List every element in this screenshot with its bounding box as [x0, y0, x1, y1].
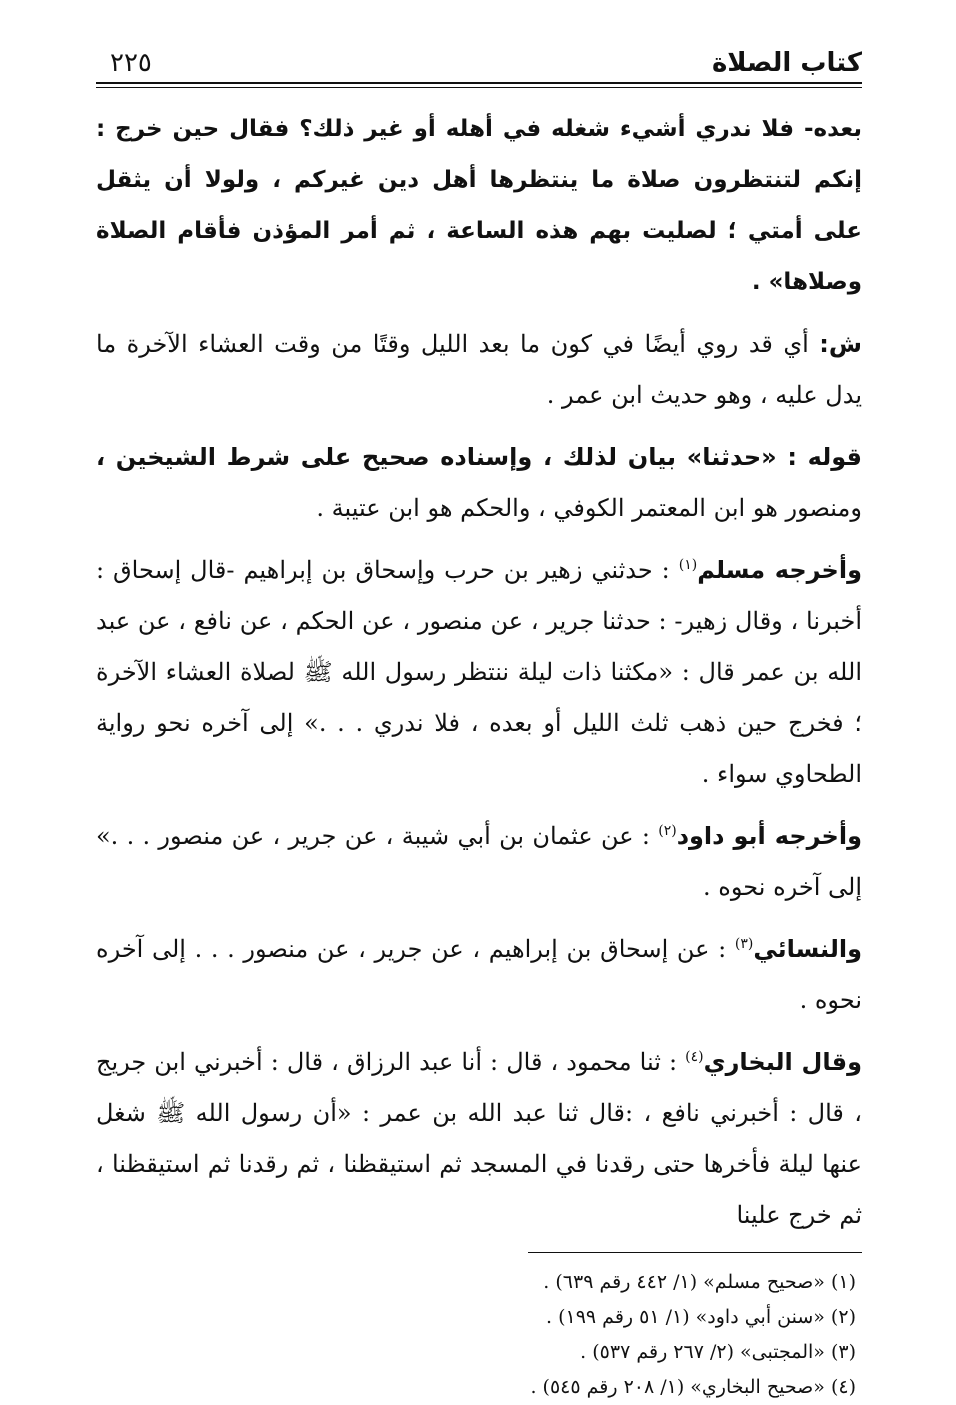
- paragraph-1: [96, 104, 862, 308]
- footnote-ref-4: (٤): [685, 1049, 704, 1065]
- paragraph-5-lead: وأخرجه أبو داود: [676, 822, 862, 850]
- paragraph-5: [96, 811, 862, 913]
- paragraph-3-text: ومنصور هو ابن المعتمر الكوفي ، والحكم هو ابن عتيبة .: [316, 494, 862, 522]
- paragraph-4-text: : حدثني زهير بن حرب وإسحاق بن إبراهيم -قال إسحاق : أخبرنا ، وقال زهير- : حدثنا جرير ، عن منصور ، عن الحكم ، عن نافع ، عن عبد الله بن عمر قال : «مكثنا ذات ليلة ننتظر رسول الله ﷺ لصلاة العشاء الآخرة ؛ فخرج حين ذهب ثلث الليل أو بعده ، فلا ندري . . .» إلى آخره نحو رواية الطحاوي سواء .: [96, 556, 863, 788]
- footnote-ref-1: (١): [678, 557, 698, 573]
- page-header: [96, 28, 862, 78]
- paragraph-1-text: بعده- فلا ندري أشيء شغله في أهله أو غير ذلك؟ فقال حين خرج : إنكم لتنتظرون صلاة ما ينتظرها أهل دين غيركم ، ولولا أن يثقل على أمتي ؛ لصليت بهم هذه الساعة ، ثم أمر المؤذن فأقام الصلاة وصلاها» .: [96, 116, 862, 295]
- footnote-3: (٣) «المجتبى» (٢/ ٢٦٧ رقم ٥٣٧) .: [580, 1341, 856, 1363]
- paragraph-2-text: أي قد روي أيضًا في كون ما بعد الليل وقتًا من وقت العشاء الآخرة ما يدل عليه ، وهو حديث ابن عمر .: [96, 330, 862, 409]
- paragraph-3-lead: قوله : «حدثنا» بيان لذلك ، وإسناده صحيح على شرط الشيخين ،: [96, 443, 862, 471]
- paragraph-7-lead: وقال البخاري: [703, 1048, 862, 1076]
- paragraph-6-text: : عن إسحاق بن إبراهيم ، عن جرير ، عن منصور . . . إلى آخره نحوه .: [96, 935, 862, 1014]
- page-body: [96, 104, 862, 1241]
- page-number: ٢٢٥: [110, 48, 152, 78]
- paragraph-5-text: : عن عثمان بن أبي شيبة ، عن جرير ، عن منصور . . .» إلى آخره نحوه .: [96, 822, 862, 901]
- footnote-2: (٢) «سنن أبي داود» (١/ ٥١ رقم ١٩٩) .: [546, 1306, 856, 1328]
- book-page: [96, 28, 862, 1405]
- footnote-separator: [528, 1252, 862, 1253]
- paragraph-6: [96, 924, 862, 1026]
- paragraph-7: [96, 1037, 862, 1241]
- paragraph-3: [96, 432, 862, 534]
- paragraph-4-lead: وأخرجه مسلم: [697, 556, 862, 584]
- running-title: كتاب الصلاة: [711, 48, 862, 78]
- paragraph-2: [96, 319, 862, 421]
- paragraph-7-text: : ثنا محمود ، قال : أنا عبد الرزاق ، قال : أخبرني ابن جريج ، قال : أخبرني نافع ، :قال ثنا عبد الله بن عمر : «أن رسول الله ﷺ شغل عنها ليلة فأخرها حتى رقدنا في المسجد ثم استيقظنا ، ثم رقدنا ثم استيقظنا ، ثم خرج علينا: [96, 1048, 863, 1229]
- paragraph-4: [96, 545, 862, 800]
- footnote-1: (١) «صحيح مسلم» (١/ ٤٤٢ رقم ٦٣٩) .: [543, 1271, 856, 1293]
- paragraph-2-lead: ش:: [819, 330, 862, 358]
- footnotes: [96, 1265, 862, 1405]
- footnote-4: (٤) «صحيح البخاري» (١/ ٢٠٨ رقم ٥٤٥) .: [530, 1376, 856, 1398]
- footnote-ref-2: (٢): [658, 823, 677, 839]
- paragraph-6-lead: والنسائي: [753, 935, 862, 963]
- header-rule: [96, 82, 862, 88]
- footnote-ref-3: (٣): [734, 936, 754, 952]
